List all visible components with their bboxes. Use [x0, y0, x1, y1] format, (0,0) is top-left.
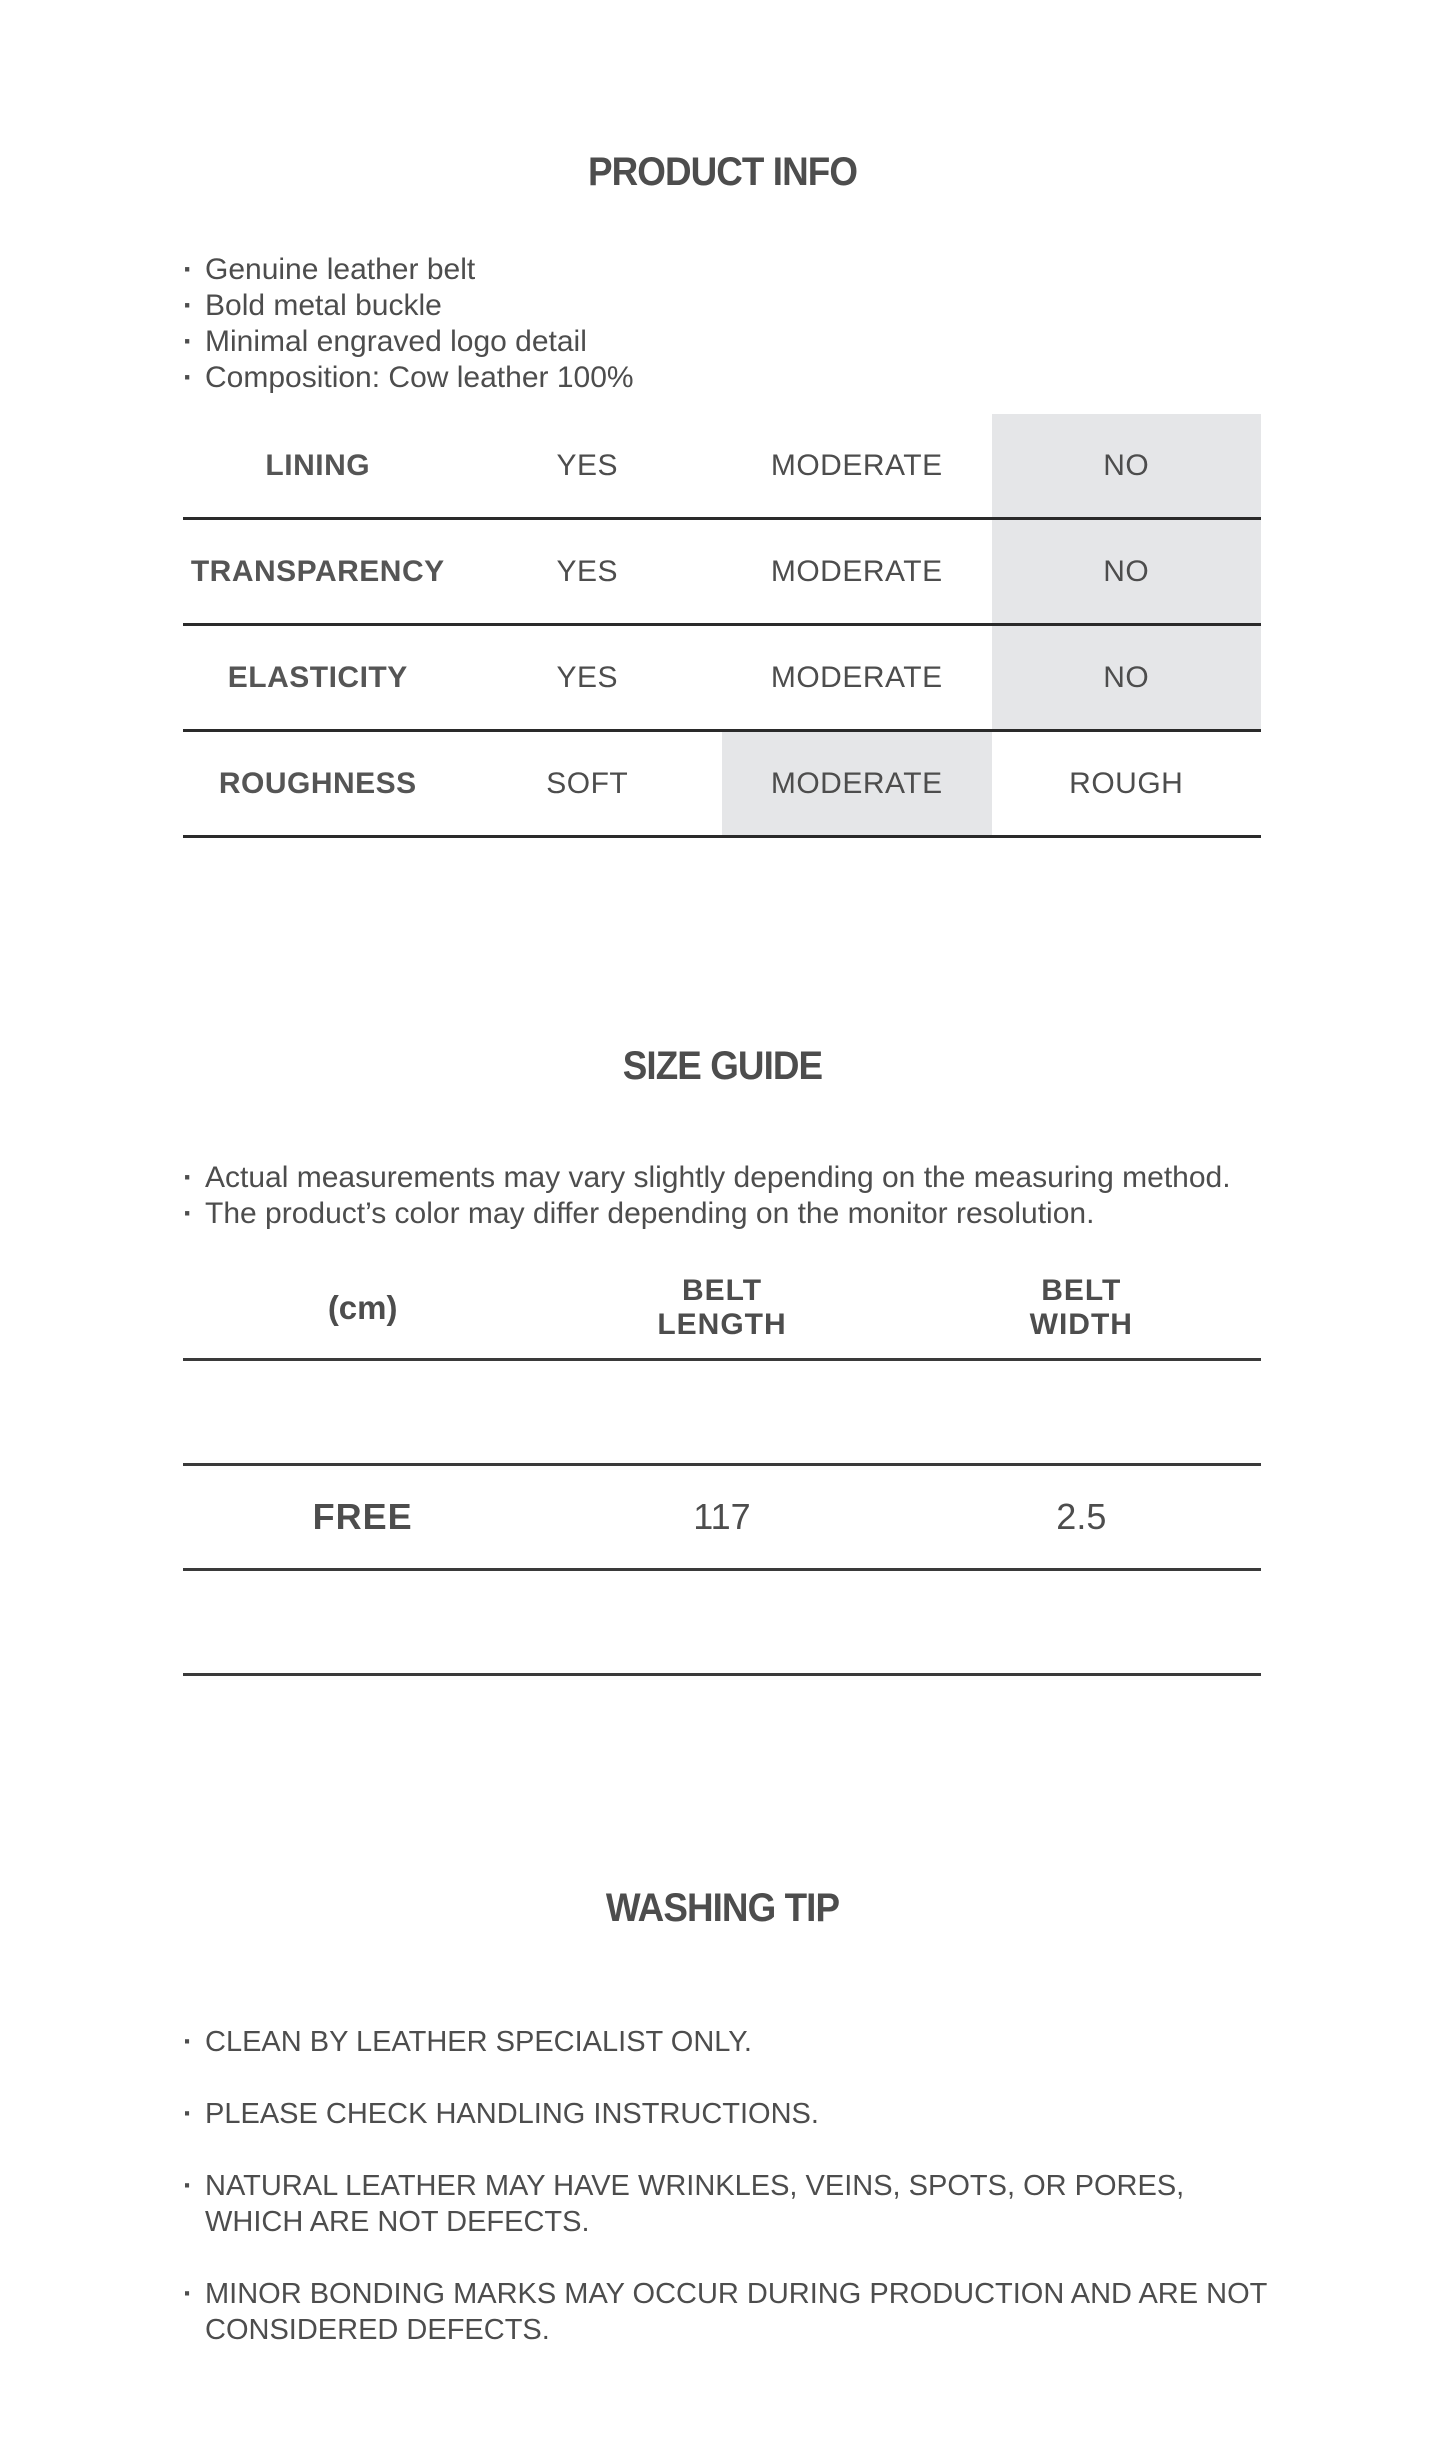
- info-option: YES: [556, 448, 619, 482]
- column-header-belt-width: BELT WIDTH: [1029, 1274, 1133, 1341]
- info-row-label: ELASTICITY: [227, 660, 408, 694]
- info-option: YES: [556, 660, 619, 694]
- info-row-label: ROUGHNESS: [218, 766, 417, 800]
- table-row: [183, 1571, 1261, 1676]
- info-option-selected: NO: [992, 626, 1262, 729]
- info-row-roughness: [183, 732, 1261, 838]
- info-option: ROUGH: [1069, 766, 1184, 800]
- table-cell: 117: [693, 1496, 751, 1537]
- table-cell: [902, 1571, 1261, 1673]
- list-item: · Minimal engraved logo detail: [183, 324, 634, 360]
- table-cell: 2.5: [1056, 1496, 1107, 1537]
- list-item: · MINOR BONDING MARKS MAY OCCUR DURING PRODUCTION AND ARE NOT CONSIDERED DEFECTS.: [183, 2276, 1267, 2348]
- info-option-selected: MODERATE: [722, 732, 992, 835]
- info-row-lining: [183, 414, 1261, 520]
- info-option: MODERATE: [770, 554, 943, 588]
- row-label: FREE: [312, 1496, 413, 1537]
- table-row: [183, 1361, 1261, 1466]
- list-item: · NATURAL LEATHER MAY HAVE WRINKLES, VEINS, SPOTS, OR PORES, WHICH ARE NOT DEFECTS.: [183, 2168, 1267, 2240]
- unit-label: (cm): [327, 1289, 398, 1326]
- column-header-belt-length: BELT LENGTH: [657, 1274, 787, 1341]
- table-cell: [542, 1361, 901, 1463]
- product-info-bullets: [183, 252, 634, 396]
- product-info-table: [183, 414, 1261, 838]
- size-table-header: [183, 1258, 1261, 1361]
- size-guide-title: SIZE GUIDE: [622, 1044, 823, 1088]
- info-row-label: LINING: [265, 448, 371, 482]
- info-row-transparency: [183, 520, 1261, 626]
- size-table: [183, 1258, 1261, 1676]
- washing-tip-title: WASHING TIP: [605, 1886, 840, 1930]
- list-item: · Composition: Cow leather 100%: [183, 360, 634, 396]
- table-cell: [542, 1571, 901, 1673]
- product-info-title: PRODUCT INFO: [587, 150, 858, 194]
- info-row-elasticity: [183, 626, 1261, 732]
- row-label: [183, 1571, 542, 1673]
- info-option: MODERATE: [770, 448, 943, 482]
- washing-tip-bullets: [183, 1988, 1267, 2384]
- info-option: MODERATE: [770, 660, 943, 694]
- list-item: · Actual measurements may vary slightly depending on the measuring method.: [183, 1160, 1231, 1196]
- row-label: [183, 1361, 542, 1463]
- list-item: · The product’s color may differ depending on the monitor resolution.: [183, 1196, 1231, 1232]
- info-option-selected: NO: [992, 520, 1262, 623]
- info-option: SOFT: [546, 766, 629, 800]
- table-cell: [902, 1361, 1261, 1463]
- list-item: · CLEAN BY LEATHER SPECIALIST ONLY.: [183, 2024, 1267, 2060]
- info-option-selected: NO: [992, 414, 1262, 517]
- list-item: · PLEASE CHECK HANDLING INSTRUCTIONS.: [183, 2096, 1267, 2132]
- list-item: · Bold metal buckle: [183, 288, 634, 324]
- list-item: · Genuine leather belt: [183, 252, 634, 288]
- info-option: YES: [556, 554, 619, 588]
- table-row: [183, 1466, 1261, 1571]
- info-row-label: TRANSPARENCY: [190, 554, 445, 588]
- size-guide-bullets: [183, 1160, 1231, 1232]
